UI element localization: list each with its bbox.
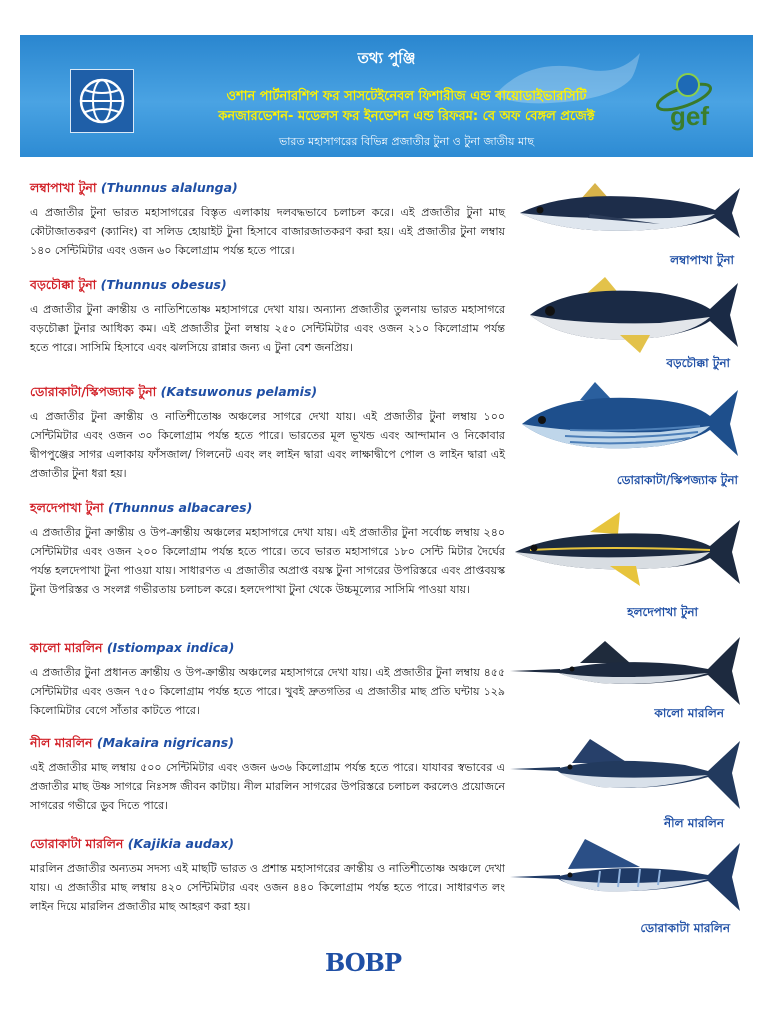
page-title: তথ্য পুঞ্জি (357, 49, 416, 67)
species-scientific-name: (Thunnus obesus) (100, 277, 227, 292)
species-name: ডোরাকাটা মারলিন (30, 836, 124, 851)
black-marlin-image (510, 633, 748, 728)
species-scientific-name: (Kajikia audax) (127, 836, 234, 851)
species-description: এ প্রজাতীর টুনা ক্রান্তীয় ও নাতিশিতোষ্ণ মহাসাগরে দেখা যায়। অন্যান্য প্রজাতীর তুলনায় ভারত মহাসাগরে বড়চৌক্কা টুনার আধিক্য কম। এই প্রজাতীর টুনা লম্বায় ২৫০ সেন্টিমিটার এবং ওজন ২১০ কিলোগ্রাম পর্যন্ত হতে পারে। সাসিমি হিসাবে এবং ঝলসিয়ে রান্নার জন্য এ টুনা বেশ জনপ্রিয়। (30, 303, 505, 354)
species-description: এ প্রজাতীর টুনা ক্রান্তীয় ও উপ-ক্রান্তীয় অঞ্চলের মহাসাগরে দেখা যায়। এই প্রজাতীর টুনা সর্বোচ্চ লম্বায় ২৪০ সেন্টিমিটার এবং ওজন ২০০ কিলোগ্রাম পর্যন্ত হতে পারে। তবে ভারত মহাসাগরে ১৮০ সেন্টি মিটার দৈর্ঘের পর্যন্ত হলদেপাখা টুনা পাওয়া যায়। সাধারণত এ প্রজাতীর অপ্রাপ্ত বয়স্ক টুনা সাগরের উপরিস্তরে এবং প্রাপ্তবয়স্ক টুনা উপরিস্তর ও সংলগ্ন গভীরতায় চলাচল করে। হলদেপাখা টুনা থেকে উচ্চমূল্যের সাসিমি পাওয়া যায়। (30, 526, 505, 596)
fish-illustration (510, 275, 748, 355)
fish-illustration (510, 510, 748, 590)
gef-logo-text: gef (670, 101, 709, 131)
species-name: নীল মারলিন (30, 735, 93, 750)
species-section (30, 640, 505, 720)
project-title-line-1: ওশান পার্টনারশিপ ফর সাসটেইনেবল ফিশারীজ এন্ড বায়োডাইভারসিটি (226, 89, 587, 104)
fish-caption: লম্বাপাখা টুনা (670, 253, 734, 267)
fish-illustration (510, 633, 748, 708)
species-scientific-name: (Thunnus albacares) (108, 500, 253, 515)
species-title (30, 640, 505, 660)
species-title (30, 277, 505, 297)
bigeye-tuna-image (510, 275, 748, 375)
species-scientific-name: (Makaira nigricans) (96, 735, 234, 750)
species-section (30, 836, 505, 916)
species-name: বড়চৌক্কা টুনা (30, 277, 97, 292)
skipjack-tuna-image (510, 382, 748, 492)
species-name: ডোরাকাটা/স্কিপজ্যাক টুনা (30, 384, 157, 399)
species-description: এই প্রজাতীর মাছ লম্বায় ৫০০ সেন্টিমিটার এবং ওজন ৬৩৬ কিলোগ্রাম পর্যন্ত হতে পারে। যাযাবর স্বভাবের এ প্রজাতীর মাছ উষ্ণ সাগরে নিঃসঙ্গ জীবন কাটায়। নীল মারলিন সাগরের উপরিস্তরে চলাচল করলেও প্রয়োজনে সাগরের গভীরে ডুব দিতে পারে। (30, 761, 505, 812)
species-scientific-name: (Thunnus alalunga) (100, 180, 238, 195)
world-bank-logo-icon (70, 69, 134, 133)
species-scientific-name: (Katsuwonus pelamis) (160, 384, 318, 399)
albacore-tuna-image (510, 178, 748, 268)
header-banner (20, 35, 753, 157)
fish-caption: ডোরাকাটা মারলিন (640, 921, 730, 935)
species-title (30, 384, 505, 404)
species-description: এ প্রজাতীর টুনা ক্রান্তীয় ও নাতিশীতোষ্ণ অঞ্চলের সাগরে দেখা যায়। এই প্রজাতীর টুনা লম্বায় ১০০ সেন্টিমিটার এবং ওজন ৩০ কিলোগ্রাম পর্যন্ত হতে পারে। ভারতের মূল ভূখন্ড এবং আন্দামান ও নিকোবার দ্বীপপুঞ্জের সাগর এলাকায় ফাঁসজাল/ গিলনেট এবং লং লাইন দ্বারা এবং লাক্ষাদ্বীপে পোল ও লাইন দ্বারা এই প্রজাতীর টুনা ধরা হয়। (30, 410, 505, 480)
species-description: এ প্রজাতীর টুনা ভারত মহাসাগরের বিস্তৃত এলাকায় দলবদ্ধভাবে চলাচল করে। এই প্রজাতীর টুনা মাছ কৌটাজাতকরণ (ক্যানিং) বা সলিড হোয়াইট টুনা হিসাবে বাজারজাতকরণ করা হয়। এই প্রজাতীর টুনা লম্বায় ১৪০ সেন্টিমিটার এবং ওজন ৬০ কিলোগ্রাম পর্যন্ত হতে পারে। (30, 206, 505, 257)
species-scientific-name: (Istiompax indica) (106, 640, 235, 655)
project-title-line-2: কনজারভেশন- মডেলস ফর ইনভেশন এন্ড রিফরম: বে অফ বেঙ্গল প্রজেক্ট (218, 109, 595, 124)
species-section (30, 500, 505, 599)
page-subtitle: ভারত মহাসাগরের বিভিন্ন প্রজাতীর টুনা ও টুনা জাতীয় মাছ (279, 135, 534, 148)
species-section (30, 384, 505, 483)
blue-marlin-image (510, 735, 748, 835)
species-title (30, 500, 505, 520)
species-section (30, 277, 505, 357)
species-title (30, 836, 505, 856)
fish-caption: বড়চৌক্কা টুনা (666, 356, 730, 370)
species-description: এ প্রজাতীর টুনা প্রধানত ক্রান্তীয় ও উপ-ক্রান্তীয় অঞ্চলের মহাসাগরে দেখা যায়। এই প্রজাতীর টুনা লম্বায় ৪৫৫ সেন্টিমিটার এবং ওজন ৭৫০ কিলোগ্রাম পর্যন্ত হতে পারে। খুবই দ্রুতগতির এ প্রজাতীর মাছ প্রতি ঘন্টায় ১২৯ কিলোমিটার বেগে সাঁতার কাটতে পারে। (30, 666, 505, 717)
species-section (30, 735, 505, 815)
species-name: হলদেপাখা টুনা (30, 500, 104, 515)
species-title (30, 180, 505, 200)
fish-caption: নীল মারলিন (664, 816, 724, 830)
bobp-logo: BOBP (325, 948, 401, 977)
yellowfin-tuna-image (510, 510, 748, 630)
fish-illustration (510, 735, 748, 815)
species-name: কালো মারলিন (30, 640, 103, 655)
fish-illustration (510, 178, 748, 248)
species-description: মারলিন প্রজাতীর অন্যতম সদস্য এই মাছটি ভারত ও প্রশান্ত মহাসাগরের ক্রান্তীয় ও নাতিশীতোষ্ণ অঞ্চলে দেখা যায়। এ প্রজাতীর মাছ লম্বায় ৪২০ সেন্টিমিটার এবং ওজন ৪৪০ কিলোগ্রাম পর্যন্ত হতে পারে। সাধারণত লং লাইন দিয়ে মারলিন প্রজাতীর মাছ আহরণ করা হয়। (30, 862, 505, 913)
fish-illustration (510, 382, 748, 462)
fish-caption: হলদেপাখা টুনা (627, 605, 698, 619)
species-section (30, 180, 505, 260)
striped-marlin-image (510, 835, 748, 940)
species-name: লম্বাপাখা টুনা (30, 180, 97, 195)
species-title (30, 735, 505, 755)
fish-caption: কালো মারলিন (654, 706, 724, 720)
fish-illustration (510, 835, 748, 915)
fish-caption: ডোরাকাটা/স্কিপজ্যাক টুনা (616, 473, 738, 487)
